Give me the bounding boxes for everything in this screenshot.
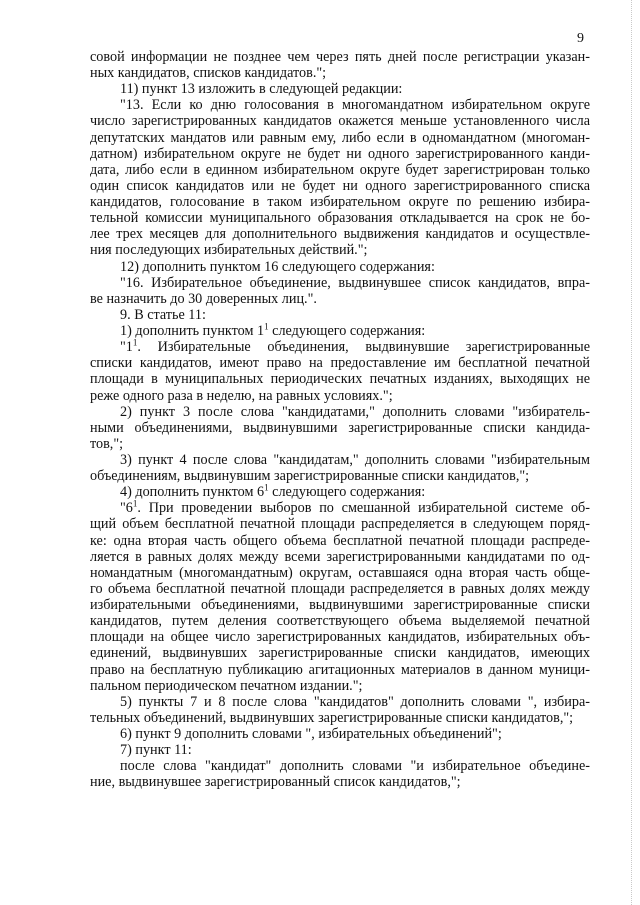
- text-line: списки кандидатов, имеют право на предоставление им бесплатной печатной: [90, 355, 590, 372]
- text-line: 3) пункт 4 после слова "кандидатам," дополнить словами "избирательным: [120, 452, 590, 468]
- text-line: датном) избирательном округе не будет ни одного зарегистрированного канди-: [90, 145, 590, 162]
- text-line: площади на общее число зарегистрированных кандидатов, избирательных объ-: [90, 629, 590, 646]
- text-line: ния последующих избирательных действий.";: [90, 242, 368, 259]
- text-line: избирательными объединениями, выдвинувшими зарегистрированные списки: [90, 597, 590, 614]
- text-line: "$1^1$. Избирательные объединения, выдвинувшие зарегистрированные: [120, 337, 590, 356]
- text-line: тельных объединений, выдвинувших зарегистрированные списки кандидатов,";: [90, 709, 574, 726]
- text-line: 4) дополнить пунктом $6^1$ следующего содержания:: [120, 482, 426, 501]
- text-line: го объема бесплатной печатной площади распределяется в равных долях между: [90, 580, 590, 597]
- text-line: "16. Избирательное объединение, выдвинувшее список кандидатов, впра-: [120, 274, 590, 291]
- text-line: кандидатов, голосование в таком избирательном округе по решению избира-: [90, 194, 590, 211]
- text-line: тельной комиссии муниципального образования откладывается на срок не бо-: [90, 210, 590, 227]
- text-line: 12) дополнить пунктом 16 следующего содержания:: [120, 258, 435, 275]
- text-line: 9. В статье 11:: [120, 306, 206, 323]
- text-line: площади в муниципальных периодических печатных изданиях, выходящих не: [90, 371, 590, 388]
- page-number: 9: [577, 31, 584, 46]
- text-line: дата, либо если в единном избирательном округе будет зарегистрирован только: [90, 161, 590, 178]
- text-line: 6) пункт 9 дополнить словами ", избирательных объединений";: [120, 726, 502, 743]
- text-line: после слова "кандидат" дополнить словами "и избирательное объедине-: [120, 758, 590, 775]
- text-line: 5) пункты 7 и 8 после слова "кандидатов" дополнить словами ", избира-: [120, 693, 590, 710]
- text-line: пальном периодическом печатном издании.";: [90, 677, 363, 694]
- text-line: один список кандидатов или не будет ни одного зарегистрированного списка: [90, 177, 590, 194]
- text-line: единений, выдвинувших зарегистрированные списки кандидатов, имеющих: [90, 645, 590, 662]
- text-line: лее трех месяцев для дополнительного выдвижения кандидатов и осуществле-: [90, 226, 590, 243]
- text-line: реже одного раза в неделю, на равных условиях.";: [90, 387, 393, 404]
- text-line: число зарегистрированных кандидатов окажется меньше установленного числа: [90, 113, 590, 130]
- text-line: ке: одна вторая часть общего объема бесплатной печатной площади распреде-: [90, 532, 590, 549]
- text-line: 7) пункт 11:: [120, 742, 192, 759]
- text-line: депутатских мандатов или равным ему, либо если в одномандатном (многоман-: [90, 129, 590, 146]
- scan-edge-artifact: [630, 0, 632, 905]
- text-line: совой информации не позднее чем через пять дней после регистрации указан-: [90, 49, 590, 65]
- text-line: ных кандидатов, списков кандидатов.";: [90, 65, 327, 82]
- text-line: ными объединениями, выдвинувшими зарегистрированные списки кандида-: [90, 419, 590, 436]
- text-line: 11) пункт 13 изложить в следующей редакции:: [120, 81, 403, 98]
- text-line: ние, выдвинувшее зарегистрированный список кандидатов,";: [90, 774, 461, 791]
- text-line: тов,";: [90, 435, 124, 452]
- text-line: номандатным (многомандатным) округам, оставшаяся одна вторая часть обще-: [90, 564, 590, 581]
- text-line: щий объем бесплатной печатной площади распределяется в следующем поряд-: [90, 516, 590, 533]
- text-line: ве назначить до 30 доверенных лиц.".: [90, 290, 317, 307]
- text-line: право на бесплатную публикацию агитационных материалов в данном муници-: [90, 661, 590, 678]
- text-line: 1) дополнить пунктом $1^1$ следующего содержания:: [120, 321, 426, 340]
- text-line: ляется в равных долях между всеми зарегистрированными кандидатами по од-: [90, 548, 590, 565]
- text-line: "13. Если ко дню голосования в многомандатном избирательном округе: [120, 97, 590, 114]
- text-line: 2) пункт 3 после слова "кандидатами," дополнить словами "избиратель-: [120, 403, 590, 420]
- text-line: объединениям, выдвинувшим зарегистрированные списки кандидатов,";: [90, 468, 530, 485]
- text-line: "$6^1$. При проведении выборов по смешанной избирательной системе об-: [120, 498, 590, 517]
- text-line: кандидатов, путем деления соответствующего объема выделяемой печатной: [90, 613, 590, 630]
